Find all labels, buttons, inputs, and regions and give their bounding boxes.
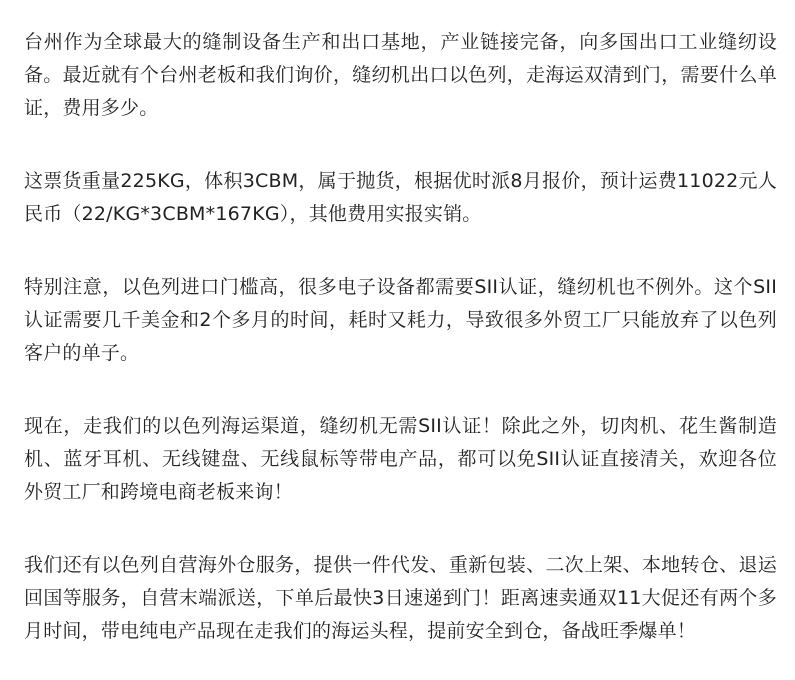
paragraph-intro: 台州作为全球最大的缝制设备生产和出口基地，产业链接完备，向多国出口工业缝纫设备。最近就有个台州老板和我们询价，缝纫机出口以色列，走海运双清到门，需要什么单证，费用多少。 [24, 31, 777, 119]
paragraph-shipping-cost: 这票货重量225KG，体积3CBM，属于抛货，根据优时派8月报价，预计运费11022元人民币（22/KG*3CBM*167KG），其他费用实报实销。 [24, 170, 777, 225]
paragraph-sea-channel: 现在，走我们的以色列海运渠道，缝纫机无需SII认证！除此之外，切肉机、花生酱制造机、蓝牙耳机、无线键盘、无线鼠标等带电产品，都可以免SII认证直接清关，欢迎各位外贸工厂和跨境电商老板来询！ [24, 415, 777, 503]
paragraph-overseas-warehouse: 我们还有以色列自营海外仓服务，提供一件代发、重新包装、二次上架、本地转仓、退运回国等服务，自营末端派送，下单后最快3日速递到门！距离速卖通双11大促还有两个多月时间，带电纯电产品现在走我们的海运头程，提前安全到仓，备战旺季爆单！ [24, 554, 777, 642]
paragraph-sii-certification: 特别注意，以色列进口门槛高，很多电子设备都需要SII认证，缝纫机也不例外。这个SII认证需要几千美金和2个多月的时间，耗时又耗力，导致很多外贸工厂只能放弃了以色列客户的单子。 [24, 276, 777, 364]
